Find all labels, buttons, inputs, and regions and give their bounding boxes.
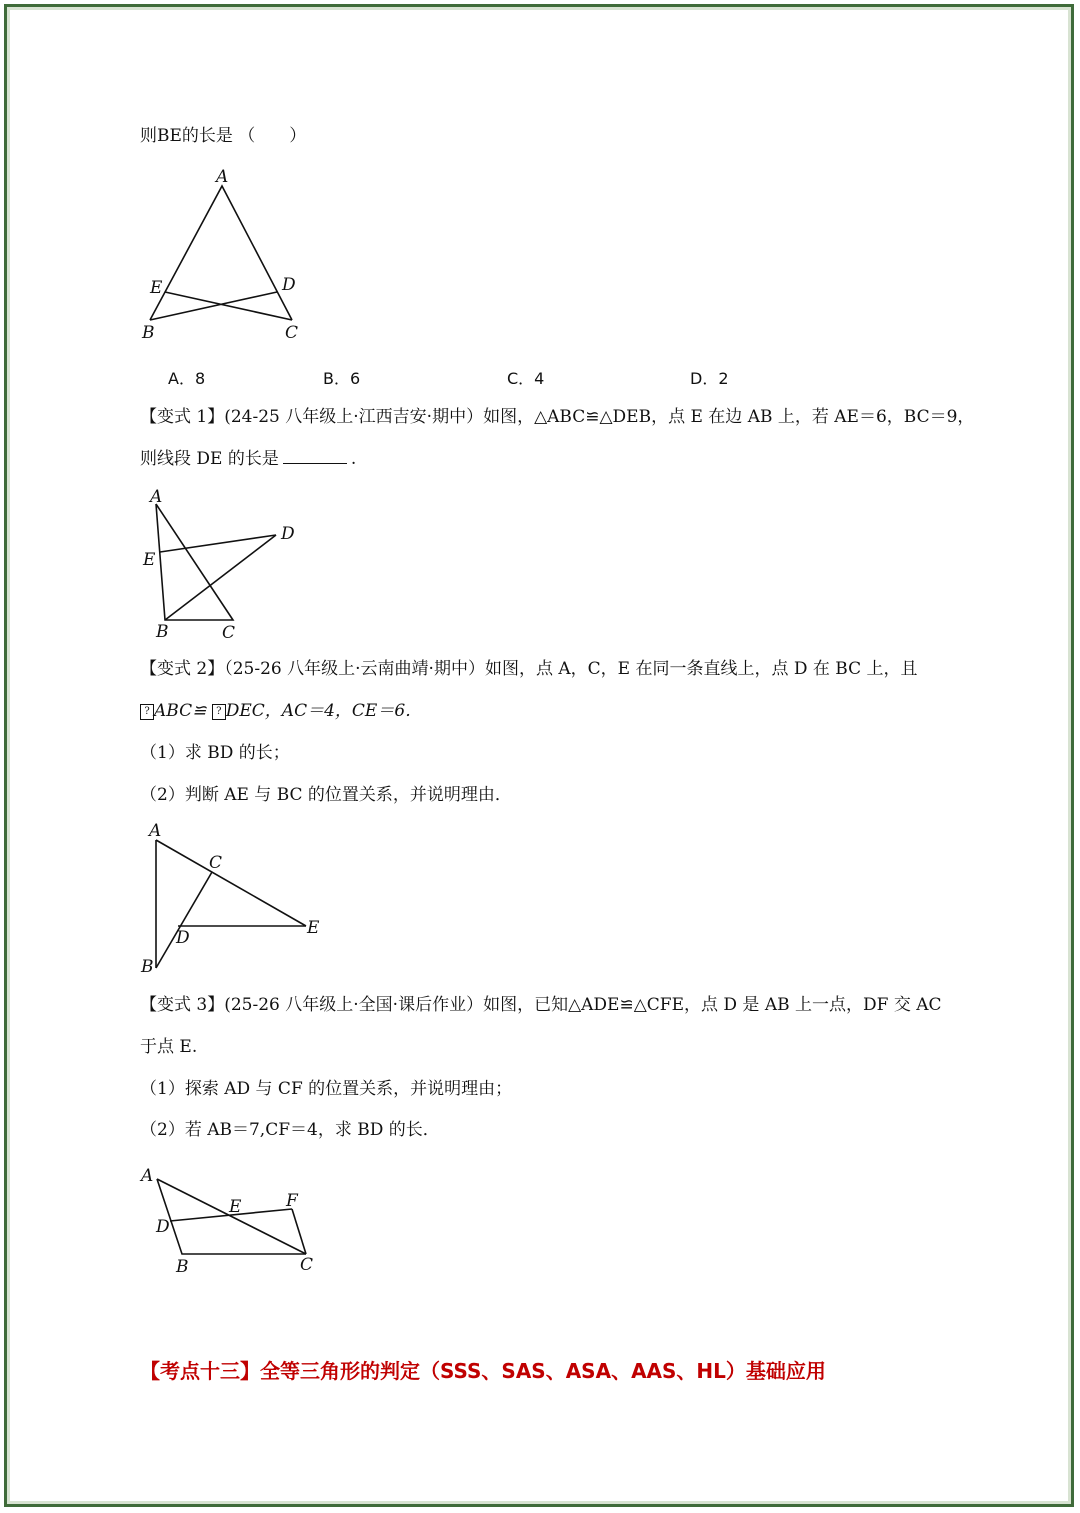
fig3-label-b: B (141, 957, 154, 977)
fig4-label-f: F (286, 1191, 298, 1211)
missing-glyph-icon: ? (140, 704, 154, 720)
figure-1 (150, 186, 292, 320)
fig2-label-a: A (150, 487, 163, 507)
fig4-label-d: D (156, 1217, 170, 1237)
fig2-triangle-abc (156, 504, 233, 620)
variant-1-prompt: 则线段 DE 的长是 (140, 449, 279, 469)
fig4-label-a: A (141, 1166, 154, 1186)
option-a: A．8 (168, 369, 206, 388)
fig4-label-b: B (176, 1257, 189, 1277)
variant-2-q1: （1）求 BD 的长； (140, 743, 290, 763)
variant-2-q2: （2）判断 AE 与 BC 的位置关系，并说明理由． (140, 785, 512, 805)
fig2-label-e: E (143, 550, 156, 570)
variant-3-line2: 于点 E. (140, 1037, 198, 1057)
fig4-label-c: C (300, 1255, 314, 1275)
variant-3-text: 【变式 3】(25-26 八年级上·全国·课后作业）如图，已知△ADE≌△CFE，点 D 是 AB 上一点，DF 交 AC (140, 995, 942, 1015)
fig1-label-d: D (282, 275, 296, 295)
fig1-label-e: E (150, 278, 163, 298)
figure-3 (156, 840, 306, 968)
fig3-segment-bc (156, 872, 212, 968)
fig2-label-d: D (281, 524, 295, 544)
fig3-label-c: C (209, 853, 223, 873)
fig4-label-e: E (229, 1197, 242, 1217)
variant-3-q1: （1）探索 AD 与 CF 的位置关系，并说明理由； (140, 1079, 513, 1099)
question-text: 则BE的长是 （ ） (140, 126, 307, 146)
option-c: C．4 (507, 369, 545, 388)
fig1-label-b: B (142, 323, 155, 343)
variant-1-text: 【变式 1】(24-25 八年级上·江西吉安·期中）如图，△ABC≌△DEB，点 E 在边 AB 上，若 AE＝6，BC＝9， (140, 407, 975, 427)
option-d: D．2 (690, 369, 729, 388)
fig1-label-a: A (216, 167, 229, 187)
fig2-label-b: B (156, 622, 169, 642)
fig3-label-e: E (307, 918, 320, 938)
variant-2-congruence-a: ABC≌ (154, 701, 207, 721)
option-b: B．6 (323, 369, 361, 388)
fig2-segment-bd (165, 535, 276, 620)
fig2-label-c: C (222, 623, 236, 643)
fig1-segment-ec (165, 292, 292, 320)
missing-glyph-icon: ? (212, 704, 226, 720)
fig3-label-d: D (176, 928, 190, 948)
section-title: 【考点十三】全等三角形的判定（SSS、SAS、ASA、AAS、HL）基础应用 (140, 1359, 826, 1383)
variant-1-period: . (350, 449, 357, 469)
variant-2-congruence-b: DEC，AC＝4，CE＝6． (225, 701, 423, 721)
fig1-label-c: C (285, 323, 299, 343)
fig1-triangle-sides (150, 186, 292, 320)
fig3-label-a: A (149, 821, 162, 841)
fig1-segment-bd (150, 292, 277, 320)
variant-2-text: 【变式 2】（25-26 八年级上·云南曲靖·期中）如图，点 A，C，E 在同一条直线上，点 D 在 BC 上，且 (140, 659, 918, 679)
variant-3-q2: （2）若 AB＝7,CF＝4，求 BD 的长． (140, 1120, 440, 1140)
figure-2 (156, 504, 276, 620)
fig3-segment-ae (156, 840, 306, 926)
